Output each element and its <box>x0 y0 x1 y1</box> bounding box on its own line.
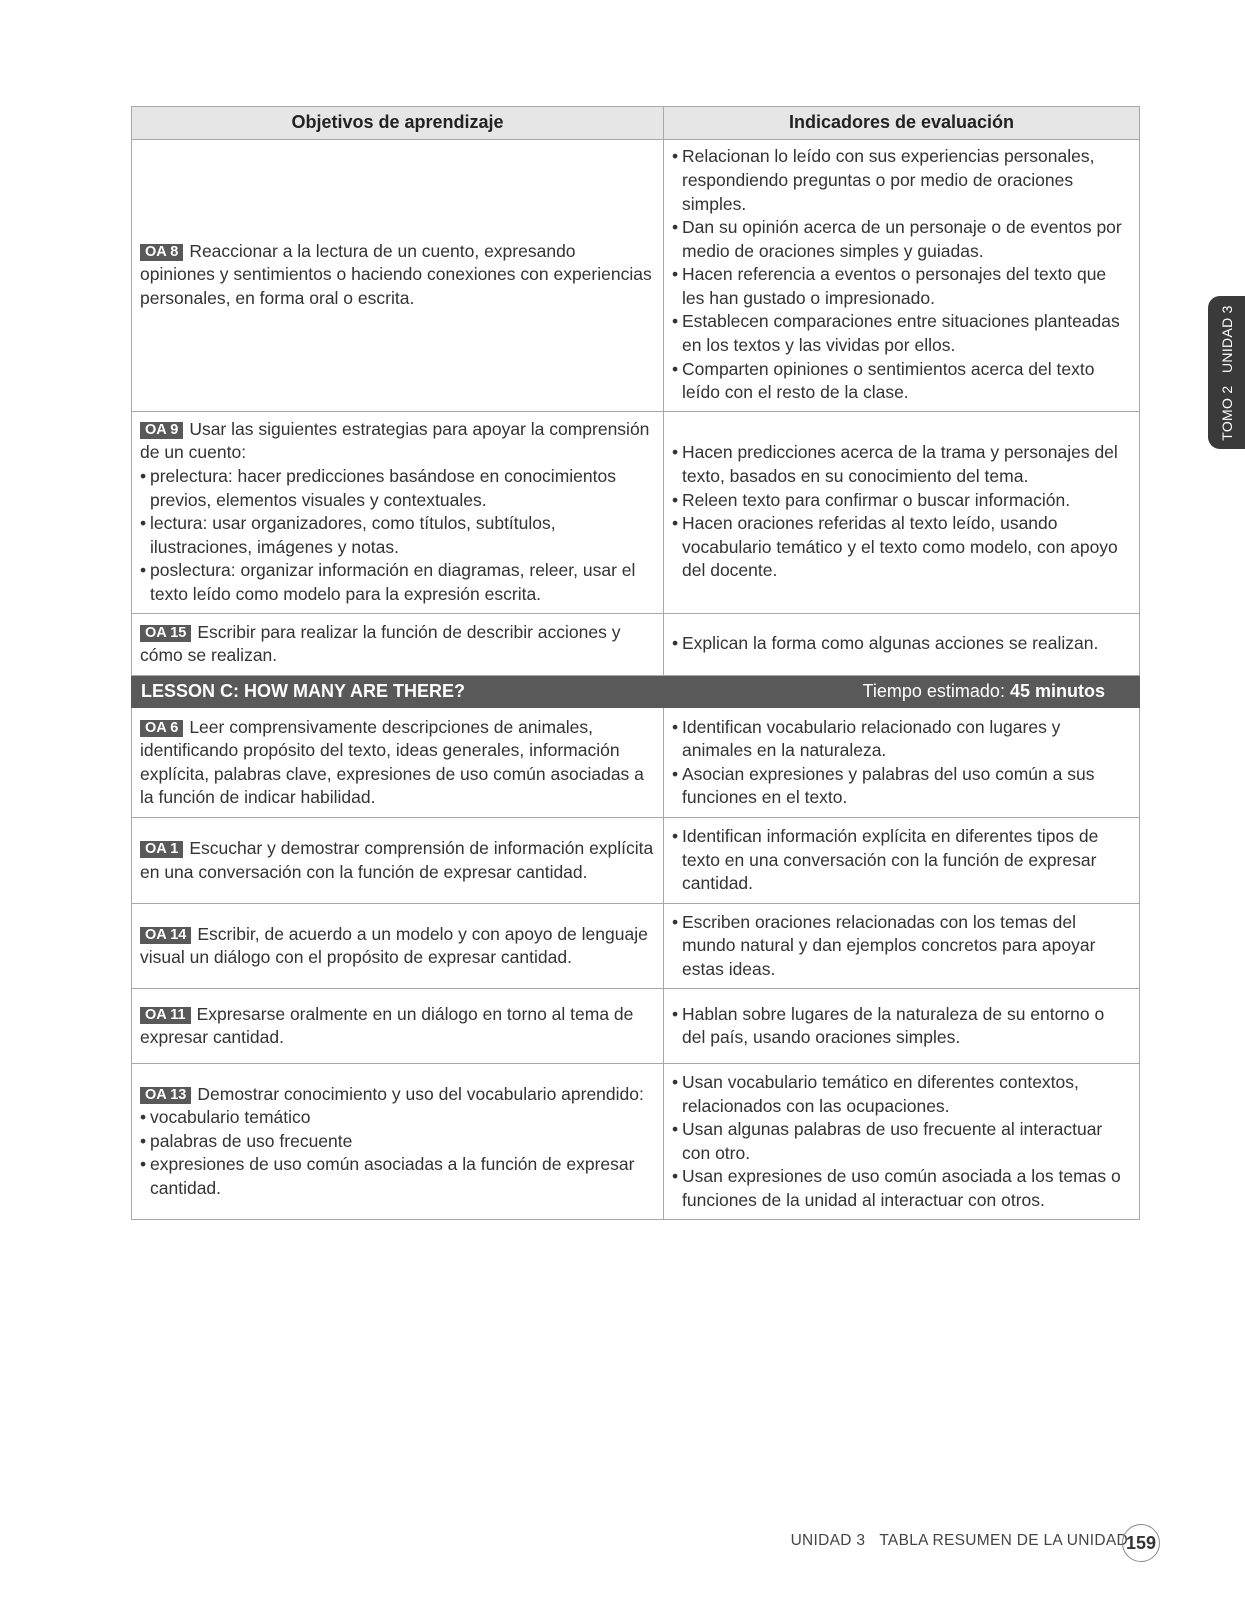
objective-text: Reaccionar a la lectura de un cuento, expresando opiniones y sentimientos o haciendo conexiones con experiencias personales, en forma oral o escrita. <box>140 240 652 308</box>
indicator-item: • Usan vocabulario temático en diferentes contextos, relacionados con las ocupaciones. <box>672 1071 1130 1118</box>
indicator-list <box>672 632 1130 656</box>
indicator-item: • Asocian expresiones y palabras del uso común a sus funciones en el texto. <box>672 763 1130 810</box>
indicator-item: • Usan algunas palabras de uso frecuente al interactuar con otro. <box>672 1118 1130 1165</box>
indicator-list <box>672 441 1130 583</box>
side-tab-label <box>1219 305 1235 441</box>
side-tab-unidad: UNIDAD 3 <box>1218 304 1235 373</box>
oa-badge: OA 15 <box>140 625 191 642</box>
objective-list <box>140 465 654 607</box>
oa-badge: OA 11 <box>140 1007 191 1024</box>
indicators-cell <box>664 904 1140 989</box>
oa-badge: OA 9 <box>140 422 183 439</box>
objective-text: Escribir, de acuerdo a un modelo y con apoyo de lenguaje visual un diálogo con el propósito de expresar cantidad. <box>140 923 648 968</box>
objective-text-block <box>140 1083 654 1107</box>
objective-cell <box>132 411 664 613</box>
objective-text-block <box>140 837 654 884</box>
indicator-item: • Releen texto para confirmar o buscar información. <box>672 489 1130 513</box>
indicators-cell <box>664 139 1140 411</box>
indicator-item: • Hacen oraciones referidas al texto leído, usando vocabulario temático y el texto como modelo, con apoyo del docente. <box>672 512 1130 583</box>
table-row <box>132 989 1140 1064</box>
objective-text: Escuchar y demostrar comprensión de información explícita en una conversación con la función de expresar cantidad. <box>140 838 654 882</box>
indicator-item: • Relacionan lo leído con sus experiencias personales, respondiendo preguntas o por medio de oraciones simples. <box>672 145 1130 216</box>
table-row <box>132 904 1140 989</box>
footer-unit: UNIDAD 3 <box>790 1532 866 1549</box>
lesson-header-row <box>132 675 1140 708</box>
objective-text-block <box>140 240 654 311</box>
page-footer <box>791 1532 1128 1550</box>
oa-badge: OA 14 <box>140 927 191 944</box>
indicator-item: • Hablan sobre lugares de la naturaleza de su entorno o del país, usando oraciones simples. <box>672 1003 1130 1050</box>
lesson-title: LESSON C: HOW MANY ARE THERE? <box>141 680 466 701</box>
indicator-list <box>672 825 1130 896</box>
objective-cell <box>132 818 664 904</box>
table-row <box>132 708 1140 818</box>
objective-text-block <box>140 923 654 970</box>
objective-list-item: • lectura: usar organizadores, como títulos, subtítulos, ilustraciones, imágenes y notas. <box>140 512 654 559</box>
side-tab <box>1208 296 1245 449</box>
indicator-item: • Dan su opinión acerca de un personaje o de eventos por medio de oraciones simples y guiadas. <box>672 216 1130 263</box>
objective-text: Escribir para realizar la función de describir acciones y cómo se realizan. <box>140 621 621 666</box>
table-header-row <box>132 107 1140 140</box>
objective-text-block <box>140 418 654 465</box>
header-objetivos: Objetivos de aprendizaje <box>132 107 664 140</box>
objective-cell <box>132 613 664 675</box>
table-row <box>132 818 1140 904</box>
summary-table <box>131 106 1140 1220</box>
objective-list <box>140 1106 654 1200</box>
objective-text: Leer comprensivamente descripciones de animales, identificando propósito del texto, ideas generales, información explícita, palabras clave, expresiones de uso común asociadas a la función de indicar habilidad. <box>140 716 644 808</box>
indicator-item: • Escriben oraciones relacionadas con los temas del mundo natural y dan ejemplos concretos para apoyar estas ideas. <box>672 911 1130 982</box>
table-row <box>132 1064 1140 1220</box>
objective-list-item: • vocabulario temático <box>140 1106 654 1130</box>
indicator-item: • Hacen referencia a eventos o personajes del texto que les han gustado o impresionado. <box>672 263 1130 310</box>
table-row <box>132 139 1140 411</box>
indicator-item: • Usan expresiones de uso común asociada a los temas o funciones de la unidad al interactuar con otros. <box>672 1165 1130 1212</box>
indicator-list <box>672 716 1130 810</box>
lesson-estimated-time <box>863 680 1105 704</box>
indicator-list <box>672 145 1130 405</box>
footer-section: TABLA RESUMEN DE LA UNIDAD <box>879 1532 1128 1549</box>
indicator-list <box>672 911 1130 982</box>
indicator-item: • Hacen predicciones acerca de la trama y personajes del texto, basados en su conocimiento del tema. <box>672 441 1130 488</box>
time-value: 45 minutos <box>1009 680 1105 701</box>
indicator-list <box>672 1071 1130 1213</box>
objective-list-item: • palabras de uso frecuente <box>140 1130 654 1154</box>
indicator-item: • Explican la forma como algunas acciones se realizan. <box>672 632 1130 656</box>
indicators-cell <box>664 708 1140 818</box>
objective-text-block <box>140 621 654 668</box>
objective-cell <box>132 1064 664 1220</box>
indicator-item: • Comparten opiniones o sentimientos acerca del texto leído con el resto de la clase. <box>672 358 1130 405</box>
indicator-item: • Identifican vocabulario relacionado con lugares y animales en la naturaleza. <box>672 716 1130 763</box>
oa-badge: OA 1 <box>140 841 183 858</box>
page-number: 159 <box>1122 1524 1160 1562</box>
indicator-list <box>672 1003 1130 1050</box>
oa-badge: OA 8 <box>140 244 183 261</box>
indicators-cell <box>664 818 1140 904</box>
table-row <box>132 613 1140 675</box>
table-row <box>132 411 1140 613</box>
objective-text: Demostrar conocimiento y uso del vocabulario aprendido: <box>197 1083 644 1104</box>
indicators-cell <box>664 1064 1140 1220</box>
indicator-item: • Identifican información explícita en diferentes tipos de texto en una conversación con la función de expresar cantidad. <box>672 825 1130 896</box>
indicators-cell <box>664 411 1140 613</box>
time-label: Tiempo estimado: <box>862 680 1005 701</box>
objective-cell <box>132 708 664 818</box>
objective-list-item: • poslectura: organizar información en diagramas, releer, usar el texto leído como modelo para la expresión escrita. <box>140 559 654 606</box>
objective-cell <box>132 904 664 989</box>
oa-badge: OA 13 <box>140 1087 191 1104</box>
side-tab-tomo: TOMO 2 <box>1218 385 1235 441</box>
indicators-cell <box>664 613 1140 675</box>
objective-text-block <box>140 1003 654 1050</box>
oa-badge: OA 6 <box>140 720 183 737</box>
objective-list-item: • prelectura: hacer predicciones basándose en conocimientos previos, elementos visuales y contextuales. <box>140 465 654 512</box>
objective-list-item: • expresiones de uso común asociadas a la función de expresar cantidad. <box>140 1153 654 1200</box>
objective-cell <box>132 989 664 1064</box>
header-indicadores: Indicadores de evaluación <box>664 107 1140 140</box>
indicators-cell <box>664 989 1140 1064</box>
objective-text: Expresarse oralmente en un diálogo en torno al tema de expresar cantidad. <box>140 1003 634 1048</box>
objective-text: Usar las siguientes estrategias para apoyar la comprensión de un cuento: <box>140 418 650 463</box>
indicator-item: • Establecen comparaciones entre situaciones planteadas en los textos y las vividas por ellos. <box>672 310 1130 357</box>
objective-cell <box>132 139 664 411</box>
objective-text-block <box>140 716 654 810</box>
